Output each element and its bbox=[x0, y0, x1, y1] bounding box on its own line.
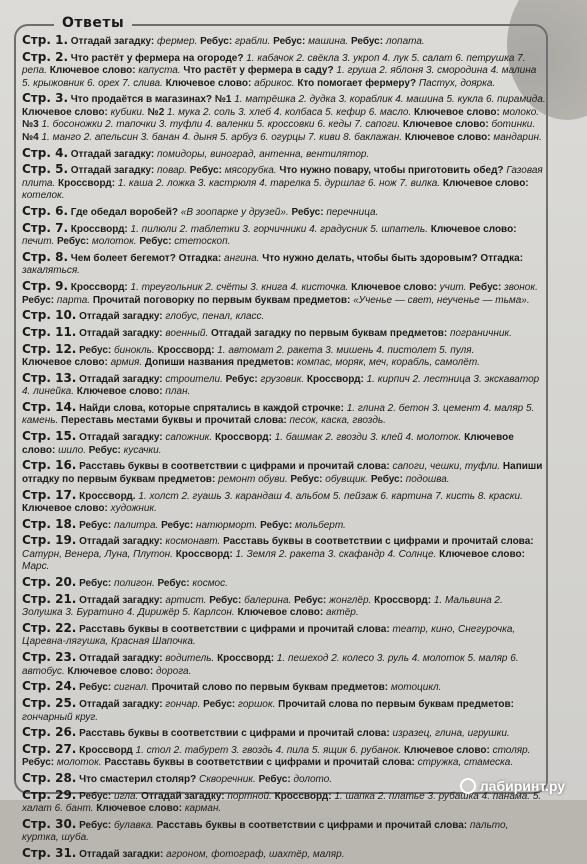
answer-text: балерина. bbox=[244, 594, 295, 606]
page-number: Стр. 2. bbox=[22, 49, 68, 64]
answer-entry bbox=[22, 251, 546, 278]
answer-entry bbox=[22, 205, 546, 220]
answer-entry bbox=[22, 593, 546, 620]
answer-text: пограничник. bbox=[449, 327, 512, 339]
answer-text: лопата. bbox=[385, 36, 425, 47]
question-label: Что продаётся в магазинах? №1 bbox=[68, 94, 235, 106]
answer-text: машина. bbox=[308, 36, 351, 47]
question-label: Расставь буквы в соответствии с цифрами и прочитай слова: bbox=[104, 757, 418, 769]
question-label: Отгадай загадку по первым буквам предметов: bbox=[211, 327, 450, 339]
answer-text: Пастух, доярка. bbox=[418, 77, 496, 89]
question-label: Ребус: bbox=[209, 594, 245, 606]
answer-text: 1. кирпич 2. лестница 3. экскаватор 4. линейка. bbox=[22, 373, 540, 398]
page-number: Стр. 17. bbox=[22, 487, 77, 502]
answer-entry bbox=[22, 343, 546, 370]
question-label: Что нужно повару, чтобы приготовить обед? bbox=[279, 165, 507, 177]
answer-entry bbox=[22, 163, 546, 203]
question-label: Кроссворд: bbox=[68, 282, 131, 293]
question-label: Ключевое слово: bbox=[22, 357, 111, 369]
answer-text: 1. шапка 2. платье 3. рубашка 4. панама. 5. халат 6. бант. bbox=[22, 790, 542, 815]
question-label: Отгадай загадку: bbox=[76, 653, 166, 665]
page-number: Стр. 21. bbox=[22, 591, 77, 606]
answer-text: закаляться. bbox=[22, 265, 80, 277]
answer-text: 1. стол 2. табурет 3. гвоздь 4. пила 5. ящик 6. рубанок. bbox=[135, 744, 404, 756]
question-label: Ребус: bbox=[273, 36, 309, 47]
answer-entry bbox=[22, 726, 546, 741]
question-label: Кроссворд: bbox=[306, 373, 367, 385]
answer-text: военный. bbox=[165, 327, 212, 339]
question-label: Ребус: bbox=[157, 578, 193, 590]
question-label: Напиши отгадку по первым буквам предметов: bbox=[22, 461, 543, 485]
answer-text: 1. босоножки 2. тапочки 3. туфли 4. валенки 5. кроссовки 6. кеды 7. сапоги. bbox=[41, 119, 403, 131]
question-label: Где обедал воробей? bbox=[68, 206, 181, 218]
question-label: Расставь буквы в соответствии с цифрами и прочитай слова: bbox=[76, 728, 393, 740]
question-label: Ребус: bbox=[290, 473, 326, 485]
answer-text: молоток. bbox=[91, 236, 140, 248]
answer-entry bbox=[22, 697, 546, 724]
question-label: Ребус: bbox=[291, 206, 327, 218]
question-label: Прочитай поговорку по первым буквам предметов: bbox=[92, 294, 354, 306]
answers-list bbox=[22, 34, 546, 864]
answer-entry bbox=[22, 51, 546, 91]
question-label: Отгадай загадку: bbox=[76, 327, 166, 339]
page-number: Стр. 30. bbox=[22, 816, 77, 831]
answer-text: 1. пешеход 2. колесо 3. руль 4. молоток 5. маляр 6. автобус. bbox=[22, 653, 519, 677]
question-label: Ключевое слово: bbox=[22, 503, 111, 514]
question-label: Что нужно делать, чтобы быть здоровым? bbox=[262, 252, 481, 264]
answer-text: «Ученье — свет, неученье — тьма». bbox=[353, 294, 530, 306]
answer-text: 1. башмак 2. гвозди 3. клей 4. молоток. bbox=[274, 432, 465, 444]
watermark-text: лабиринт.ру bbox=[479, 778, 565, 794]
answer-text: портной. bbox=[227, 790, 275, 802]
answer-text: 1. кабачок 2. свёкла 3. укроп 4. лук 5. салат 6. петрушка 7. репа. bbox=[22, 52, 526, 77]
page-number: Стр. 13. bbox=[22, 370, 77, 385]
question-label: Ребус: bbox=[76, 682, 115, 694]
answer-entry bbox=[22, 326, 546, 341]
answer-text: карман. bbox=[184, 803, 222, 815]
answer-text: грузовик. bbox=[260, 373, 307, 385]
question-label: Отгадай загадку: bbox=[76, 373, 166, 385]
answer-entry bbox=[22, 534, 546, 574]
answer-text: звонок. bbox=[504, 282, 538, 293]
answer-text: 1. матрёшка 2. дудка 3. кораблик 4. машина 5. кукла 6. пирамида. bbox=[234, 94, 546, 106]
question-label: №4 bbox=[22, 131, 42, 143]
answer-text: сапоги, чешки, туфли. bbox=[392, 461, 503, 473]
question-label: Допиши названия предметов: bbox=[144, 357, 297, 369]
question-label: Ключевое слово: bbox=[442, 177, 529, 189]
page-number: Стр. 31. bbox=[22, 846, 77, 861]
question-label: Ребус: bbox=[57, 236, 92, 248]
answer-text: ангина. bbox=[224, 252, 263, 264]
question-label: Ребус: bbox=[370, 473, 406, 485]
answer-entry bbox=[22, 34, 546, 49]
answer-text: обувщик. bbox=[325, 473, 371, 485]
question-label: Кроссворд: bbox=[175, 548, 236, 560]
question-label: Ключевое слово: bbox=[430, 223, 517, 235]
question-label: Расставь буквы в соответствии с цифрами и прочитай слова: bbox=[156, 819, 470, 831]
answer-text: строители. bbox=[165, 373, 226, 385]
answer-entry bbox=[22, 847, 546, 862]
answer-text: молоко. bbox=[502, 106, 540, 118]
answer-text: стружка, стамеска. bbox=[417, 757, 514, 769]
question-label: Найди слова, которые спрятались в каждой строчке: bbox=[76, 402, 347, 414]
page-number: Стр. 20. bbox=[22, 575, 77, 590]
answer-text: пальто, куртка, шуба. bbox=[22, 819, 509, 844]
question-label: Ребус: bbox=[76, 578, 115, 590]
question-label: №3 bbox=[22, 119, 42, 131]
question-label: Ключевое слово: bbox=[237, 607, 327, 619]
answer-text: 1. груша 2. яблоня 3. смородина 4. малина 5. крыжовник 6. орех 7. слива. bbox=[22, 65, 537, 89]
question-label: Ключевое слово: bbox=[439, 548, 525, 560]
answer-text: столяр. bbox=[492, 744, 531, 756]
question-label: №2 bbox=[147, 106, 168, 118]
question-label: Ребус: bbox=[200, 36, 235, 47]
answer-text: капуста. bbox=[138, 65, 184, 77]
question-label: Отгадай загадку: bbox=[76, 536, 166, 548]
question-label: Ребус: bbox=[76, 519, 115, 531]
question-label: Отгадай загадку: bbox=[76, 432, 166, 444]
answer-entry bbox=[22, 430, 546, 457]
answer-text: стетоскоп. bbox=[174, 236, 231, 248]
answer-text: грабли. bbox=[234, 36, 274, 47]
page-number: Стр. 6. bbox=[22, 203, 68, 218]
answer-text: сапожник. bbox=[165, 432, 215, 444]
question-label: Ребус: bbox=[76, 344, 115, 356]
question-label: Прочитай слово по первым буквам предметов: bbox=[151, 682, 391, 694]
question-label: Кроссворд. bbox=[76, 490, 139, 502]
answer-text: космонавт. bbox=[165, 536, 224, 548]
answer-text: Марс. bbox=[22, 561, 50, 573]
answer-text: мольберт. bbox=[294, 519, 346, 531]
question-label: Отгадай загадку: bbox=[76, 699, 166, 710]
answer-text: бинокль. bbox=[114, 344, 158, 356]
answer-text: 1. автомат 2. ракета 3. мишень 4. пистолет 5. пуля. bbox=[217, 344, 475, 356]
answer-text: натюрморт. bbox=[195, 519, 261, 531]
page-number: Стр. 29. bbox=[22, 787, 77, 802]
answer-entry bbox=[22, 518, 546, 533]
question-label: Ребус: bbox=[76, 819, 115, 831]
answer-text: 1. Земля 2. ракета 3. скафандр 4. Солнце. bbox=[235, 548, 440, 560]
answer-text: агроном, фотограф, шахтёр, маляр. bbox=[166, 849, 345, 861]
answer-entry bbox=[22, 622, 546, 649]
question-label: Ребус: bbox=[203, 699, 239, 710]
answer-text: 1. глина 2. бетон 3. цемент 4. маляр 5. камень. bbox=[22, 402, 535, 427]
page-number: Стр. 1. bbox=[22, 33, 68, 47]
page-number: Стр. 15. bbox=[22, 429, 77, 444]
answer-entry bbox=[22, 743, 546, 770]
page-number: Стр. 23. bbox=[22, 650, 77, 665]
question-label: Кроссворд: bbox=[157, 344, 218, 356]
question-label: Ребус: bbox=[225, 373, 261, 385]
answer-text: гончарный круг. bbox=[22, 711, 99, 723]
answer-text: мандарин. bbox=[493, 131, 542, 143]
answer-text: абрикос. bbox=[254, 77, 298, 89]
answer-text: артист. bbox=[165, 594, 210, 606]
page-number: Стр. 11. bbox=[22, 324, 77, 339]
answer-text: мясорубка. bbox=[224, 165, 280, 177]
question-label: Ребус: bbox=[76, 790, 115, 802]
question-label: Ребус: bbox=[161, 519, 196, 531]
answer-text: 1. манго 2. апельсин 3. банан 4. дыня 5. арбуз 6. огурцы 7. киви 8. баклажан. bbox=[41, 131, 405, 143]
answer-text: ремонт обуви. bbox=[218, 473, 291, 485]
question-label: Отгадай загадки: bbox=[76, 849, 167, 861]
answer-text: кусачки. bbox=[123, 444, 162, 456]
answer-text: шило. bbox=[58, 444, 89, 456]
answer-text: 1. мука 2. соль 3. хлеб 4. колбаса 5. кефир 6. масло. bbox=[167, 106, 415, 118]
answer-text: перечница. bbox=[326, 206, 379, 218]
question-label: Кроссворд: bbox=[374, 594, 434, 606]
answer-entry bbox=[22, 222, 546, 249]
answer-text: парта. bbox=[56, 294, 93, 306]
page-number: Стр. 16. bbox=[22, 458, 77, 473]
labirint-logo-icon bbox=[460, 778, 476, 794]
answer-text: сигнал. bbox=[114, 682, 152, 694]
page-number: Стр. 25. bbox=[22, 696, 77, 710]
question-label: Кроссворд: bbox=[68, 223, 131, 235]
answer-entry bbox=[22, 309, 546, 324]
question-label: Кроссворд: bbox=[217, 653, 277, 665]
answer-entry bbox=[22, 92, 546, 144]
question-label: Кто помогает фермеру? bbox=[297, 77, 419, 89]
answer-text: игла. bbox=[114, 790, 142, 802]
page-number: Стр. 7. bbox=[22, 220, 68, 235]
page-number: Стр. 26. bbox=[22, 725, 77, 740]
answer-text: печит. bbox=[22, 236, 58, 248]
question-label: Ключевое слово: bbox=[76, 386, 166, 398]
question-label: Ребус: bbox=[139, 236, 175, 248]
page-number: Стр. 3. bbox=[22, 91, 68, 106]
question-label: Отгадай загадку: bbox=[68, 165, 158, 177]
watermark bbox=[460, 778, 565, 794]
question-label: Кроссворд: bbox=[214, 432, 275, 444]
answer-entry bbox=[22, 459, 546, 486]
page-number: Стр. 8. bbox=[22, 249, 68, 264]
question-label: Ребус: bbox=[88, 444, 124, 456]
question-label: Отгадай загадку: bbox=[76, 311, 166, 323]
answer-text: дорога. bbox=[156, 665, 192, 677]
question-label: Ребус: bbox=[22, 757, 57, 769]
answer-entry bbox=[22, 680, 546, 695]
page-number: Стр. 22. bbox=[22, 620, 77, 635]
question-label: Расставь буквы в соответствии с цифрами и прочитай слова: bbox=[223, 536, 534, 548]
answer-text: полигон. bbox=[114, 578, 158, 590]
question-label: Ребус: bbox=[189, 165, 225, 177]
question-label: Ребус: bbox=[294, 594, 330, 606]
question-label: Отгадай загадку: bbox=[76, 594, 166, 606]
question-label: Отгадка: bbox=[480, 252, 524, 264]
answer-text: водитель. bbox=[165, 653, 218, 665]
answer-text: 1. треугольник 2. счёты 3. книга 4. кисточка. bbox=[130, 282, 352, 293]
question-label: Переставь местами буквы и прочитай слова: bbox=[61, 415, 290, 427]
answer-text: фермер. bbox=[157, 36, 201, 47]
answer-text: 1. пилюли 2. таблетки 3. горчичники 4. градусник 5. шпатель. bbox=[130, 223, 431, 235]
page-number: Стр. 4. bbox=[22, 145, 68, 160]
question-label: Ключевое слово: bbox=[22, 432, 514, 456]
answer-text: актёр. bbox=[326, 607, 359, 619]
question-label: Прочитай слова по первым буквам предметов: bbox=[278, 699, 514, 710]
answer-entry bbox=[22, 372, 546, 399]
question-label: Расставь буквы в соответствии с цифрами и прочитай слова: bbox=[76, 461, 393, 473]
answer-text: учит. bbox=[439, 282, 470, 293]
question-label: Ребус: bbox=[469, 282, 505, 293]
answer-text: Сатурн, Венера, Луна, Плутон. bbox=[22, 548, 176, 560]
question-label: Что растёт у фермера в саду? bbox=[183, 65, 337, 77]
answer-text: жонглёр. bbox=[329, 594, 375, 606]
question-label: Кроссворд: bbox=[58, 177, 118, 189]
answer-text: подошва. bbox=[405, 473, 450, 485]
page-number: Стр. 18. bbox=[22, 516, 77, 531]
answer-entry bbox=[22, 651, 546, 678]
answer-text: горшок. bbox=[238, 699, 279, 710]
answer-text: песок, каска, гвоздь. bbox=[289, 415, 386, 427]
question-label: Ключевое слово: bbox=[403, 744, 493, 756]
answer-text: долото. bbox=[293, 774, 333, 786]
answer-text: булавка. bbox=[114, 819, 157, 831]
question-label: Ребус: bbox=[258, 774, 294, 786]
question-label: Чем болеет бегемот? bbox=[68, 252, 179, 264]
answer-text: космос. bbox=[192, 578, 228, 590]
answer-text: Скворечник. bbox=[198, 774, 259, 786]
answer-text: «В зоопарке у друзей». bbox=[180, 206, 292, 218]
question-label: Расставь буквы в соответствии с цифрами и прочитай слова: bbox=[76, 623, 393, 635]
answer-text: кубики. bbox=[110, 106, 148, 118]
answer-text: гончар. bbox=[165, 699, 204, 710]
answer-entry bbox=[22, 147, 546, 162]
answer-entry bbox=[22, 818, 546, 845]
answer-text: молоток. bbox=[56, 757, 105, 769]
answer-text: котелок. bbox=[22, 190, 65, 202]
answer-text: глобус, пенал, класс. bbox=[165, 311, 265, 323]
answer-text: повар. bbox=[157, 165, 190, 177]
question-label: Ключевое слово: bbox=[414, 106, 503, 118]
page-number: Стр. 5. bbox=[22, 162, 68, 177]
answer-text: театр, кино, Снегурочка, Царевна-лягушка, Красная Шапочка. bbox=[22, 623, 516, 648]
question-label: Ключевое слово: bbox=[49, 65, 139, 77]
question-label: Ребус: bbox=[22, 294, 57, 306]
question-label: Кроссворд: bbox=[274, 790, 335, 802]
question-label: Ключевое слово: bbox=[402, 119, 492, 131]
answer-text: 1. Мальвина 2. Золушка 3. Буратино 4. Дирижёр 5. Карлсон. bbox=[22, 594, 503, 619]
question-label: Что смастерил столяр? bbox=[76, 774, 199, 786]
answer-text: армия. bbox=[110, 357, 145, 369]
answer-entry bbox=[22, 489, 546, 516]
answer-text: 1. каша 2. ложка 3. кастрюля 4. тарелка 5. дуршлаг 6. нож 7. вилка. bbox=[117, 177, 443, 189]
page-number: Стр. 24. bbox=[22, 679, 77, 694]
answer-entry bbox=[22, 576, 546, 591]
answer-text: помидоры, виноград, антенна, вентилятор. bbox=[157, 148, 370, 160]
answer-text: палитра. bbox=[114, 519, 162, 531]
answer-text: компас, моряк, меч, корабль, самолёт. bbox=[296, 357, 480, 369]
page-title: Ответы bbox=[54, 15, 132, 31]
page-number: Стр. 27. bbox=[22, 741, 77, 756]
page-number: Стр. 9. bbox=[22, 279, 68, 293]
question-label: Отгадай загадку: bbox=[141, 790, 228, 802]
question-label: Ключевое слово: bbox=[351, 282, 440, 293]
answer-text: изразец, глина, игрушки. bbox=[392, 728, 510, 740]
page-number: Стр. 14. bbox=[22, 399, 77, 414]
answer-entry bbox=[22, 401, 546, 428]
page-number: Стр. 10. bbox=[22, 308, 77, 323]
question-label: Ключевое слово: bbox=[67, 665, 156, 677]
answer-text: Газовая плита. bbox=[22, 165, 543, 189]
page-number: Стр. 19. bbox=[22, 533, 77, 548]
question-label: Что растёт у фермера на огороде? bbox=[68, 52, 247, 64]
answer-text: мотоцикл. bbox=[390, 682, 442, 694]
answer-text: ботинки. bbox=[491, 119, 536, 131]
question-label: Ключевое слово: bbox=[165, 77, 255, 89]
question-label: Отгадай загадку: bbox=[68, 36, 158, 47]
question-label: Ключевое слово: bbox=[404, 131, 494, 143]
question-label: Отгадка: bbox=[178, 252, 225, 264]
question-label: Ребус: bbox=[350, 36, 386, 47]
question-label: Кроссворд bbox=[76, 744, 136, 756]
answer-entry bbox=[22, 280, 546, 307]
question-label: Ключевое слово: bbox=[96, 803, 185, 815]
answer-text: художник. bbox=[110, 503, 157, 514]
page-number: Стр. 12. bbox=[22, 341, 77, 356]
question-label: Отгадай загадку: bbox=[68, 148, 158, 160]
question-label: Ребус: bbox=[260, 519, 295, 531]
page-number: Стр. 28. bbox=[22, 771, 77, 786]
answer-text: план. bbox=[165, 386, 191, 398]
answer-text: 1. холст 2. гуашь 3. карандаш 4. альбом 5. пейзаж 6. картина 7. кисть 8. краски. bbox=[138, 490, 523, 502]
question-label: Ключевое слово: bbox=[22, 106, 111, 118]
